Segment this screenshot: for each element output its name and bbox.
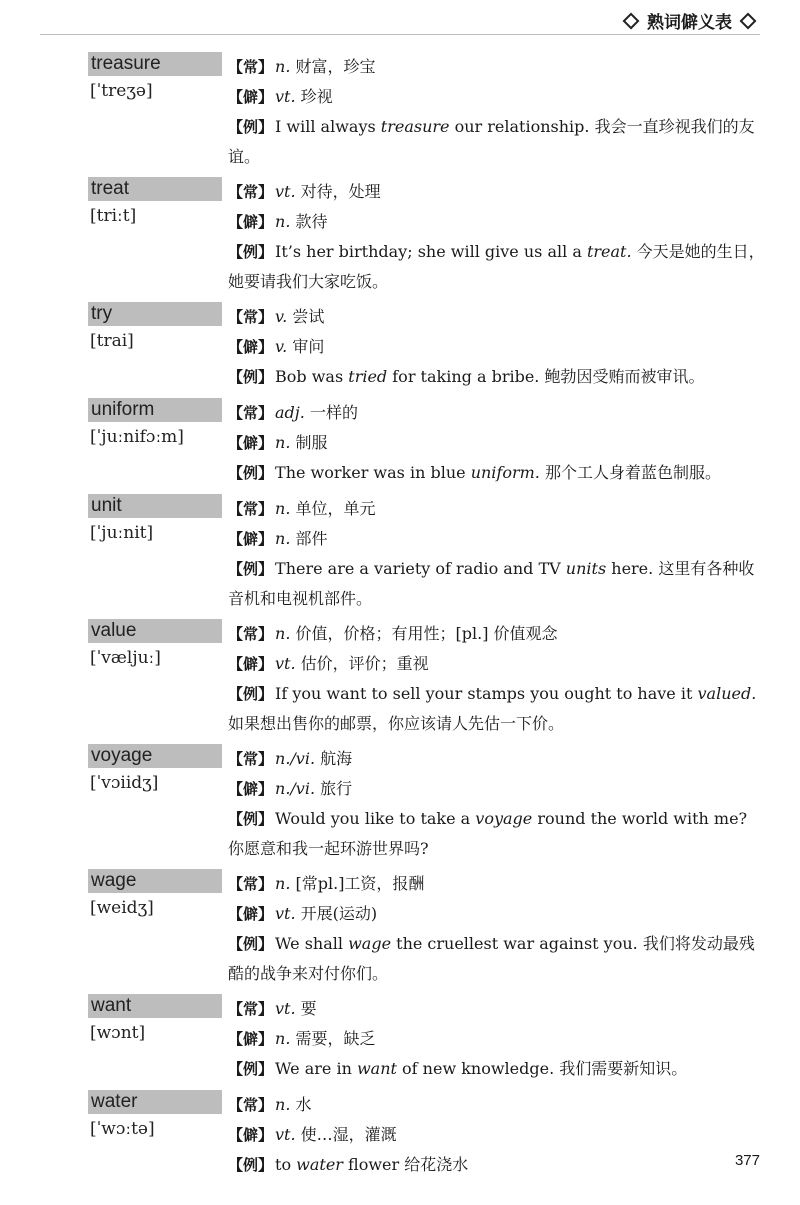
common-text: [常pl.]工资，报酬 <box>295 874 425 893</box>
phonetic: [wɔnt] <box>90 1023 146 1043</box>
headword: try <box>88 302 222 326</box>
example-tag: 【例】 <box>228 935 274 953</box>
rare-pos: v. <box>275 337 288 356</box>
rare-text: 估价，评价；重视 <box>300 654 429 673</box>
example-before: Would you like to take a <box>275 809 476 828</box>
entry-definitions <box>228 177 768 296</box>
headword: unit <box>88 494 222 518</box>
example-tag: 【例】 <box>228 810 274 828</box>
rare-tag: 【僻】 <box>228 1126 274 1144</box>
common-text: 水 <box>295 1095 312 1114</box>
rare-meaning <box>228 428 768 458</box>
example-after: for taking a bribe. 鲍勃因受贿而被审讯。 <box>387 367 705 386</box>
common-text: 航海 <box>320 749 353 768</box>
example-after: 如果想出售你的邮票，你应该请人先估一下价。 <box>228 714 565 733</box>
rare-pos: n. <box>275 1029 291 1048</box>
common-text: 单位，单元 <box>295 499 376 518</box>
common-meaning <box>228 619 768 649</box>
entry <box>88 869 768 988</box>
rare-text: 审问 <box>292 337 325 356</box>
example-before: The worker was in blue <box>275 463 471 482</box>
entry-list <box>88 52 768 1186</box>
example-after: 今天是她的生日，她要请我们大家吃饭。 <box>228 242 765 291</box>
rare-meaning <box>228 1120 768 1150</box>
rare-text: 部件 <box>295 529 328 548</box>
example <box>228 929 768 988</box>
common-tag: 【常】 <box>228 308 274 326</box>
phonetic: [ˈjuːnit] <box>90 523 154 543</box>
entry-definitions <box>228 52 768 171</box>
example-before: Bob was <box>275 367 349 386</box>
rare-text: 开展(运动) <box>300 904 378 923</box>
phonetic: [ˈvæljuː] <box>90 648 161 668</box>
rare-tag: 【僻】 <box>228 338 274 356</box>
common-meaning <box>228 1090 768 1120</box>
common-meaning <box>228 494 768 524</box>
example <box>228 679 768 738</box>
common-pos: n./vi. <box>275 749 316 768</box>
example-keyword: units <box>565 559 607 578</box>
common-tag: 【常】 <box>228 58 274 76</box>
common-tag: 【常】 <box>228 183 274 201</box>
entry <box>88 177 768 296</box>
example-after: the cruellest war against you. 我们将发动最残酷的战争来对付你们。 <box>228 934 755 983</box>
rare-pos: vt. <box>275 904 296 923</box>
entry-definitions <box>228 619 768 738</box>
example <box>228 1150 768 1180</box>
entry <box>88 619 768 738</box>
header-title-group <box>619 8 760 33</box>
example-before: I will always <box>275 117 381 136</box>
entry-head <box>88 52 220 171</box>
common-tag: 【常】 <box>228 404 274 422</box>
rare-pos: vt. <box>275 654 296 673</box>
example-tag: 【例】 <box>228 243 274 261</box>
common-pos: vt. <box>275 999 296 1018</box>
example-tag: 【例】 <box>228 464 274 482</box>
example-keyword: treasure <box>380 117 450 136</box>
common-pos: n. <box>275 874 291 893</box>
diamond-right-icon <box>740 12 757 29</box>
rare-meaning <box>228 207 768 237</box>
rare-meaning <box>228 82 768 112</box>
example <box>228 458 768 488</box>
common-meaning <box>228 994 768 1024</box>
rare-tag: 【僻】 <box>228 780 274 798</box>
example-tag: 【例】 <box>228 118 274 136</box>
rare-text: 旅行 <box>320 779 353 798</box>
example-tag: 【例】 <box>228 1156 274 1174</box>
entry-definitions <box>228 398 768 488</box>
headword: voyage <box>88 744 222 768</box>
example-before: It’s her birthday; she will give us all a <box>275 242 587 261</box>
common-text: 尝试 <box>292 307 325 326</box>
example <box>228 1054 768 1084</box>
headword: value <box>88 619 222 643</box>
common-pos: n. <box>275 57 291 76</box>
rare-meaning <box>228 774 768 804</box>
rare-tag: 【僻】 <box>228 1030 274 1048</box>
common-meaning <box>228 52 768 82</box>
rare-text: 珍视 <box>300 87 333 106</box>
example <box>228 554 768 613</box>
rare-pos: n. <box>275 529 291 548</box>
phonetic: [ˈvɔiidʒ] <box>90 773 159 793</box>
example-tag: 【例】 <box>228 1060 274 1078</box>
entry-head <box>88 744 220 863</box>
example <box>228 237 768 296</box>
phonetic: [trai] <box>90 331 134 351</box>
entry <box>88 302 768 392</box>
entry <box>88 1090 768 1180</box>
entry <box>88 744 768 863</box>
example-before: If you want to sell your stamps you ought to have it <box>275 684 698 703</box>
common-pos: n. <box>275 499 291 518</box>
common-tag: 【常】 <box>228 1000 274 1018</box>
entry-head <box>88 398 220 488</box>
example-after: 那个工人身着蓝色制服。 <box>539 463 721 482</box>
example-keyword: valued. <box>697 684 757 703</box>
rare-tag: 【僻】 <box>228 434 274 452</box>
entry <box>88 398 768 488</box>
entry <box>88 994 768 1084</box>
common-meaning <box>228 869 768 899</box>
rare-text: 需要，缺乏 <box>295 1029 376 1048</box>
example-after: of new knowledge. 我们需要新知识。 <box>396 1059 688 1078</box>
entry-head <box>88 619 220 738</box>
rare-pos: vt. <box>275 1125 296 1144</box>
common-tag: 【常】 <box>228 875 274 893</box>
example-tag: 【例】 <box>228 560 274 578</box>
rare-tag: 【僻】 <box>228 655 274 673</box>
common-text: 价值，价格；有用性；[pl.] 价值观念 <box>295 624 558 643</box>
example-before: We shall <box>275 934 349 953</box>
entry <box>88 494 768 613</box>
example-keyword: uniform. <box>470 463 540 482</box>
example-after: flower 给花浇水 <box>342 1155 469 1174</box>
rare-pos: n. <box>275 212 291 231</box>
common-tag: 【常】 <box>228 1096 274 1114</box>
example-tag: 【例】 <box>228 685 274 703</box>
rare-meaning <box>228 524 768 554</box>
phonetic: [triːt] <box>90 206 137 226</box>
entry-definitions <box>228 494 768 613</box>
header-rule <box>40 34 760 35</box>
rare-pos: n./vi. <box>275 779 316 798</box>
entry-definitions <box>228 302 768 392</box>
common-text: 一样的 <box>309 403 358 422</box>
example-after: round the world with me? 你愿意和我一起环游世界吗? <box>228 809 748 858</box>
common-pos: adj. <box>275 403 305 422</box>
phonetic: [ˈjuːnifɔːm] <box>90 427 184 447</box>
example-keyword: voyage <box>475 809 533 828</box>
page-number: 377 <box>734 1152 760 1169</box>
entry <box>88 52 768 171</box>
entry-head <box>88 494 220 613</box>
example-keyword: want <box>356 1059 397 1078</box>
headword: treat <box>88 177 222 201</box>
common-tag: 【常】 <box>228 500 274 518</box>
example-before: We are in <box>275 1059 357 1078</box>
common-pos: n. <box>275 624 291 643</box>
headword: want <box>88 994 222 1018</box>
rare-meaning <box>228 332 768 362</box>
entry-head <box>88 177 220 296</box>
example-keyword: water <box>296 1155 343 1174</box>
rare-text: 使…湿，灌溉 <box>300 1125 397 1144</box>
example-before: There are a variety of radio and TV <box>275 559 566 578</box>
entry-head <box>88 994 220 1084</box>
common-meaning <box>228 302 768 332</box>
example-after: here. 这里有各种收音机和电视机部件。 <box>228 559 755 608</box>
rare-tag: 【僻】 <box>228 88 274 106</box>
common-tag: 【常】 <box>228 625 274 643</box>
common-tag: 【常】 <box>228 750 274 768</box>
rare-tag: 【僻】 <box>228 905 274 923</box>
rare-tag: 【僻】 <box>228 530 274 548</box>
headword: water <box>88 1090 222 1114</box>
entry-definitions <box>228 994 768 1084</box>
rare-meaning <box>228 899 768 929</box>
entry-definitions <box>228 869 768 988</box>
headword: treasure <box>88 52 222 76</box>
rare-meaning <box>228 649 768 679</box>
common-pos: v. <box>275 307 288 326</box>
header-title: 熟词僻义表 <box>647 13 732 33</box>
entry-head <box>88 1090 220 1180</box>
phonetic: [ˈwɔːtə] <box>90 1119 155 1139</box>
common-meaning <box>228 744 768 774</box>
entry-head <box>88 869 220 988</box>
example-keyword: treat. <box>586 242 632 261</box>
common-meaning <box>228 177 768 207</box>
rare-pos: vt. <box>275 87 296 106</box>
example <box>228 804 768 863</box>
common-text: 对待，处理 <box>300 182 381 201</box>
diamond-left-icon <box>623 12 640 29</box>
common-text: 要 <box>300 999 317 1018</box>
entry-head <box>88 302 220 392</box>
rare-text: 制服 <box>295 433 328 452</box>
common-pos: n. <box>275 1095 291 1114</box>
example-keyword: wage <box>348 934 392 953</box>
rare-pos: n. <box>275 433 291 452</box>
rare-text: 款待 <box>295 212 328 231</box>
entry-definitions <box>228 1090 768 1180</box>
example-after: our relationship. 我会一直珍视我们的友谊。 <box>228 117 755 166</box>
example-keyword: tried <box>348 367 388 386</box>
example-before: to <box>275 1155 297 1174</box>
entry-definitions <box>228 744 768 863</box>
example-tag: 【例】 <box>228 368 274 386</box>
page-header <box>0 0 800 42</box>
rare-tag: 【僻】 <box>228 213 274 231</box>
phonetic: [weidʒ] <box>90 898 154 918</box>
headword: uniform <box>88 398 222 422</box>
common-meaning <box>228 398 768 428</box>
headword: wage <box>88 869 222 893</box>
example <box>228 362 768 392</box>
common-pos: vt. <box>275 182 296 201</box>
rare-meaning <box>228 1024 768 1054</box>
example <box>228 112 768 171</box>
common-text: 财富，珍宝 <box>295 57 376 76</box>
phonetic: [ˈtreʒə] <box>90 81 153 101</box>
